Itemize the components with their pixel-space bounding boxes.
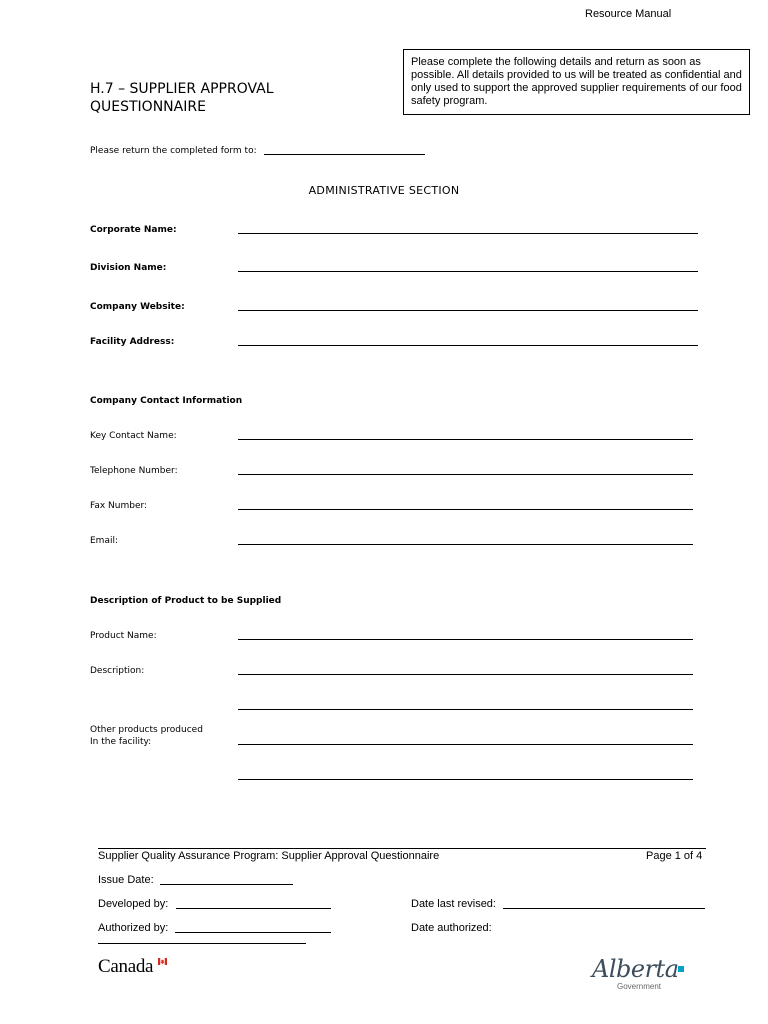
fax-label: Fax Number: xyxy=(90,501,148,511)
return-to-label: Please return the completed form to: xyxy=(90,146,257,156)
page-title xyxy=(90,80,390,116)
division-name-label: Division Name: xyxy=(90,263,167,273)
footer-program-title: Supplier Quality Assurance Program: Supplier Approval Questionnaire xyxy=(98,850,440,862)
administrative-section-heading: ADMINISTRATIVE SECTION xyxy=(308,184,460,197)
product-name-field[interactable] xyxy=(238,639,693,640)
facility-address-field[interactable] xyxy=(238,345,698,346)
date-last-revised-label: Date last revised: xyxy=(411,898,496,910)
description-field[interactable] xyxy=(238,674,693,675)
telephone-label: Telephone Number: xyxy=(90,466,178,476)
other-products-field-2[interactable] xyxy=(238,779,693,780)
authorized-by-field-2[interactable] xyxy=(98,943,306,944)
issue-date-label: Issue Date: xyxy=(98,874,154,886)
authorized-by-field[interactable] xyxy=(175,932,331,933)
other-products-label xyxy=(90,724,203,748)
date-authorized-label: Date authorized: xyxy=(411,922,492,934)
alberta-government-subtext: Government xyxy=(617,982,662,991)
description-field-2[interactable] xyxy=(238,709,693,710)
title-line-1: H.7 – SUPPLIER APPROVAL xyxy=(90,81,274,97)
title-line-2: QUESTIONNAIRE xyxy=(90,99,206,115)
other-products-line-1: Other products produced xyxy=(90,725,203,735)
key-contact-field[interactable] xyxy=(238,439,693,440)
other-products-line-2: In the facility: xyxy=(90,737,152,747)
corporate-name-field[interactable] xyxy=(238,233,698,234)
date-last-revised-field[interactable] xyxy=(503,908,705,909)
developed-by-field[interactable] xyxy=(176,908,331,909)
corporate-name-label: Corporate Name: xyxy=(90,225,177,235)
alberta-government-logo xyxy=(592,955,679,983)
header-resource-manual: Resource Manual xyxy=(585,8,672,20)
canada-flag-icon xyxy=(158,958,167,965)
description-label: Description: xyxy=(90,666,145,676)
developed-by-label: Developed by: xyxy=(98,898,169,910)
return-to-field[interactable] xyxy=(264,154,425,155)
alberta-wordmark: Alberta xyxy=(592,955,679,983)
page-number: Page 1 of 4 xyxy=(646,850,703,862)
product-section-heading: Description of Product to be Supplied xyxy=(90,596,282,606)
fax-field[interactable] xyxy=(238,509,693,510)
footer-divider xyxy=(98,848,706,849)
facility-address-label: Facility Address: xyxy=(90,337,175,347)
notice-box: Please complete the following details and return as soon as possible. All details provided to us will be treated as confidential and only used to support the approved supplier requirements of our food safety program. xyxy=(403,49,750,115)
contact-info-heading: Company Contact Information xyxy=(90,396,243,406)
other-products-field[interactable] xyxy=(238,744,693,745)
authorized-by-label: Authorized by: xyxy=(98,922,169,934)
company-website-field[interactable] xyxy=(238,310,698,311)
issue-date-field[interactable] xyxy=(160,884,293,885)
company-website-label: Company Website: xyxy=(90,302,185,312)
email-field[interactable] xyxy=(238,544,693,545)
telephone-field[interactable] xyxy=(238,474,693,475)
alberta-accent-icon xyxy=(678,966,684,972)
key-contact-label: Key Contact Name: xyxy=(90,431,177,441)
product-name-label: Product Name: xyxy=(90,631,157,641)
division-name-field[interactable] xyxy=(238,271,698,272)
canada-wordmark: Canada xyxy=(98,956,154,977)
email-label: Email: xyxy=(90,536,119,546)
